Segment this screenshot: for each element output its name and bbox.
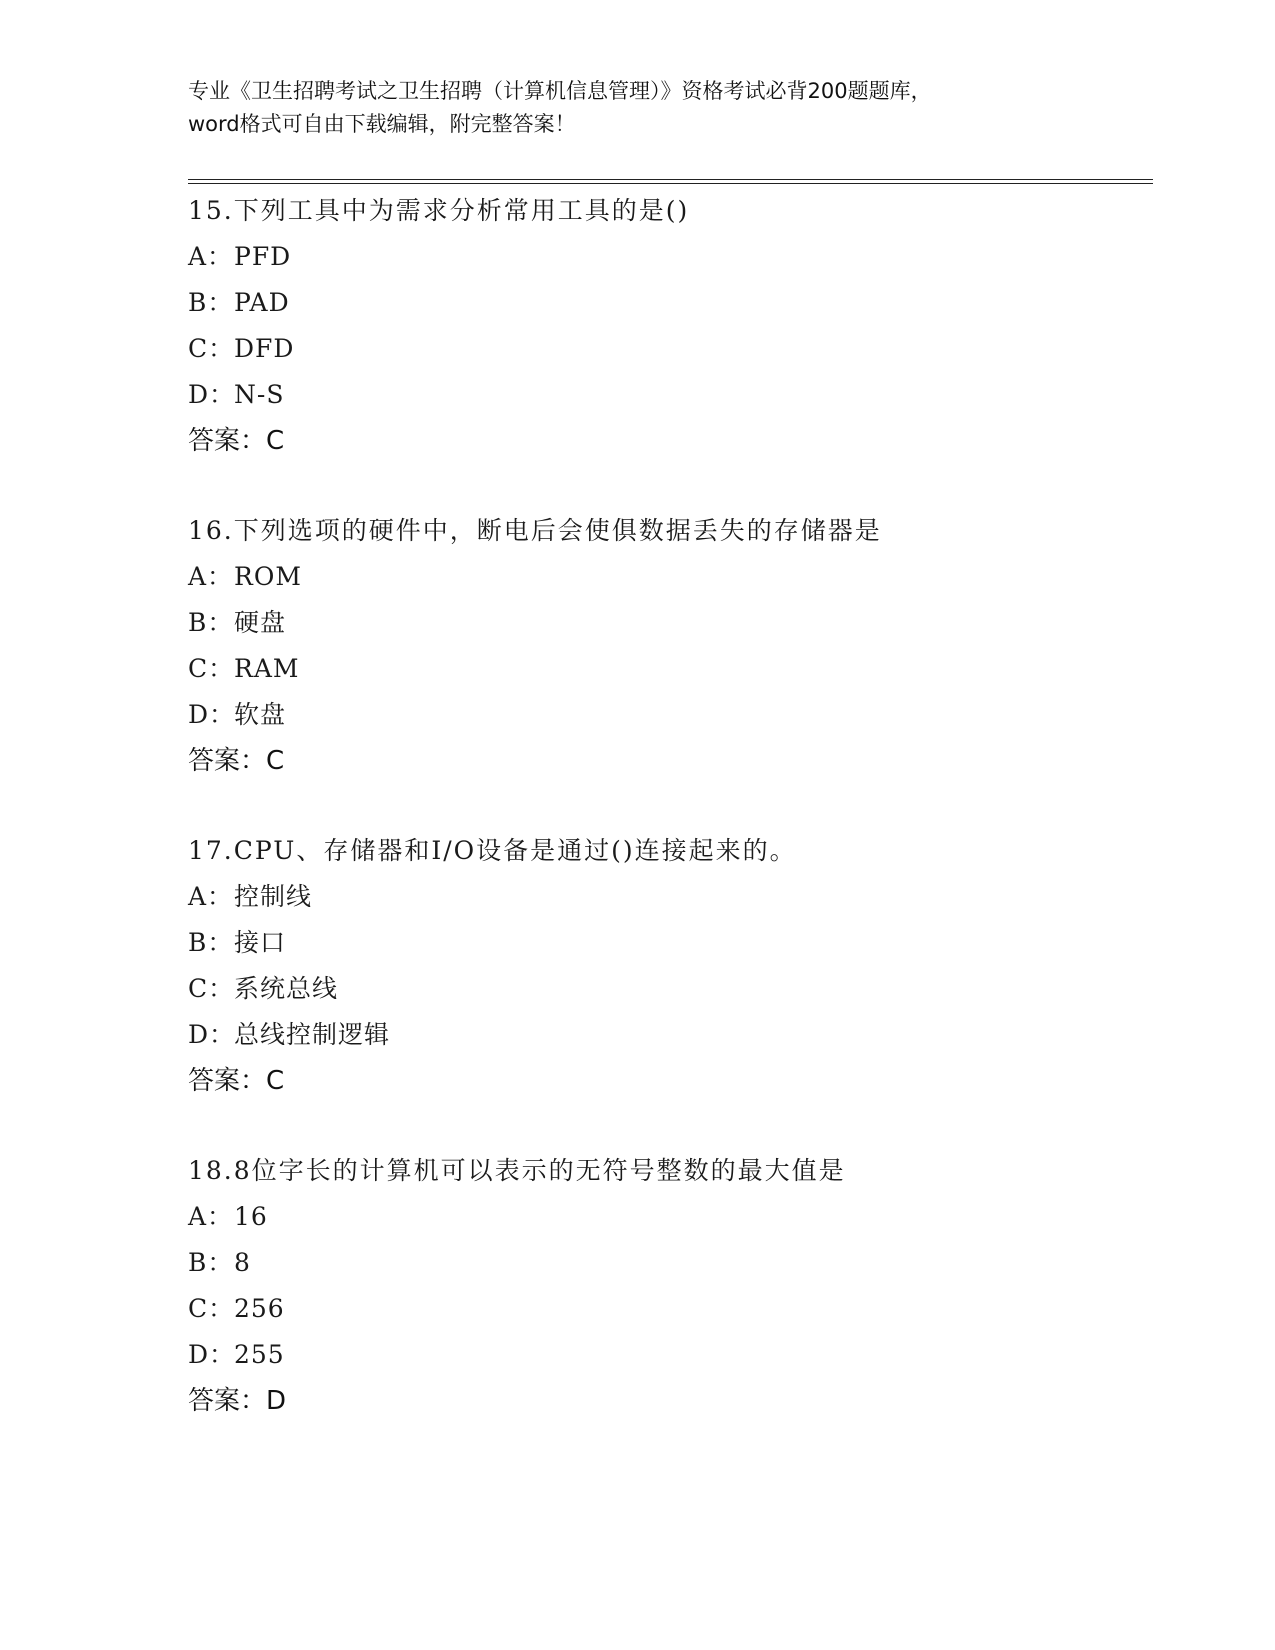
question-16: [188, 508, 1188, 784]
option-label: A：: [188, 242, 234, 271]
answer: 答案：C: [188, 426, 285, 456]
option-label: B：: [188, 1248, 234, 1277]
option-c: [188, 1286, 1188, 1332]
answer: 答案：D: [188, 1386, 287, 1416]
option-d: [188, 372, 1188, 418]
option-text: PFD: [234, 242, 292, 271]
option-label: B：: [188, 928, 234, 957]
header-divider-bottom: [188, 183, 1153, 184]
question-title: 15.下列工具中为需求分析常用工具的是(): [188, 196, 690, 225]
option-text: PAD: [234, 288, 290, 317]
option-text: 16: [234, 1202, 268, 1231]
option-label: C：: [188, 1294, 235, 1323]
document-header: [188, 75, 1088, 141]
option-text: 总线控制逻辑: [234, 1020, 391, 1049]
option-label: D：: [188, 380, 236, 409]
option-label: D：: [188, 700, 236, 729]
option-d: [188, 1012, 1188, 1058]
option-b: [188, 600, 1188, 646]
option-a: [188, 1194, 1188, 1240]
option-text: ROM: [234, 562, 302, 591]
answer: 答案：C: [188, 746, 285, 776]
option-b: [188, 920, 1188, 966]
option-a: [188, 874, 1188, 920]
option-text: 控制线: [234, 882, 313, 911]
option-b: [188, 1240, 1188, 1286]
option-d: [188, 1332, 1188, 1378]
option-text: 256: [234, 1294, 285, 1323]
option-label: A：: [188, 882, 234, 911]
option-c: [188, 646, 1188, 692]
option-text: RAM: [234, 654, 300, 683]
option-label: B：: [188, 288, 234, 317]
answer: 答案：C: [188, 1066, 285, 1096]
question-title: 16.下列选项的硬件中，断电后会使俱数据丢失的存储器是: [188, 516, 882, 545]
option-label: C：: [188, 654, 235, 683]
option-text: 8: [234, 1248, 251, 1277]
header-line-1: 专业《卫生招聘考试之卫生招聘（计算机信息管理）》资格考试必背200题题库，: [188, 79, 932, 103]
option-c: [188, 326, 1188, 372]
header-line-2: word格式可自由下载编辑，附完整答案！: [188, 112, 576, 136]
question-17: [188, 828, 1188, 1104]
option-d: [188, 692, 1188, 738]
option-text: N-S: [234, 380, 285, 409]
option-label: A：: [188, 1202, 234, 1231]
option-text: 接口: [234, 928, 287, 957]
option-a: [188, 554, 1188, 600]
question-title: 17.CPU、存储器和I/O设备是通过()连接起来的。: [188, 836, 797, 865]
option-text: 硬盘: [234, 608, 287, 637]
option-c: [188, 966, 1188, 1012]
option-label: D：: [188, 1340, 236, 1369]
question-title: 18.8位字长的计算机可以表示的无符号整数的最大值是: [188, 1156, 846, 1185]
option-label: B：: [188, 608, 234, 637]
option-label: A：: [188, 562, 234, 591]
question-18: [188, 1148, 1188, 1424]
option-a: [188, 234, 1188, 280]
header-divider-top: [188, 179, 1153, 180]
option-b: [188, 280, 1188, 326]
option-text: 系统总线: [234, 974, 339, 1003]
question-15: [188, 188, 1188, 464]
option-text: DFD: [234, 334, 295, 363]
option-text: 255: [234, 1340, 285, 1369]
option-text: 软盘: [234, 700, 287, 729]
option-label: D：: [188, 1020, 236, 1049]
option-label: C：: [188, 974, 235, 1003]
option-label: C：: [188, 334, 235, 363]
